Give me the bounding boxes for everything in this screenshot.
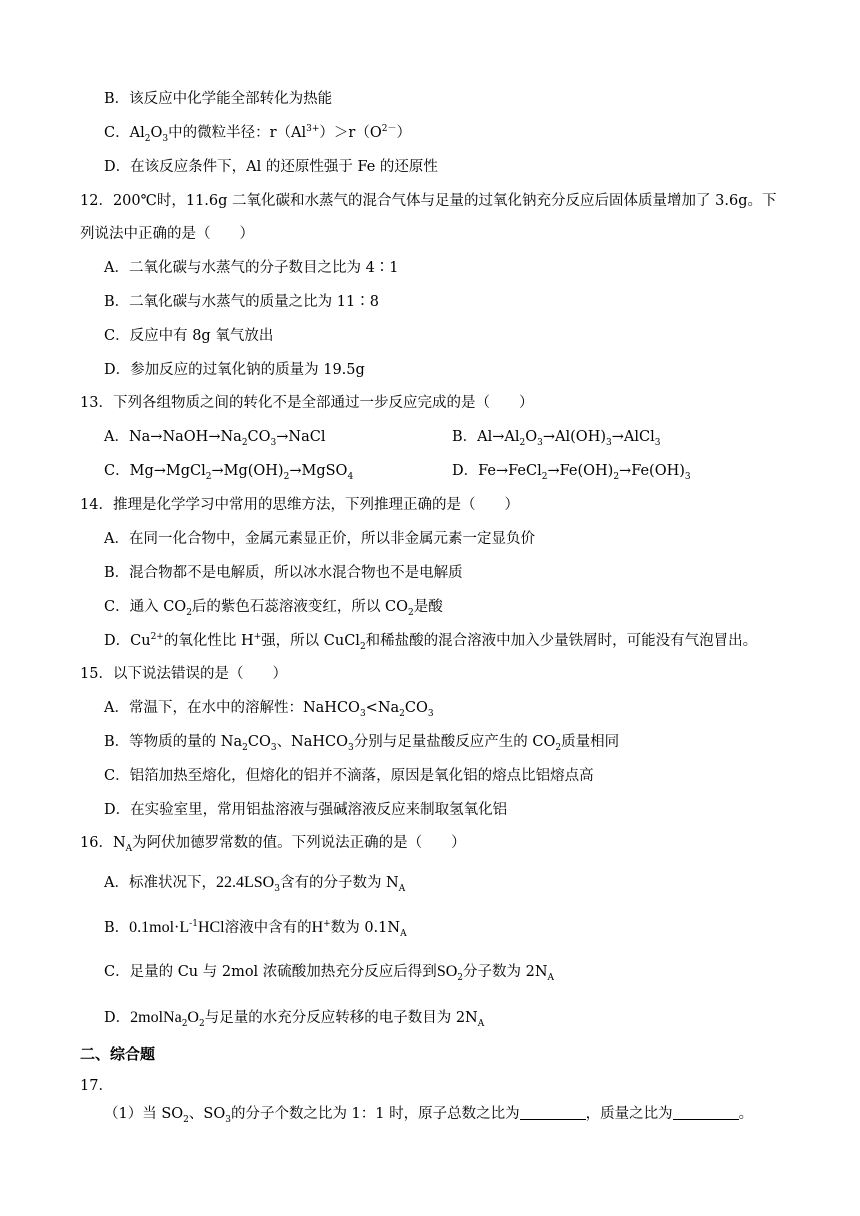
q15-option-d: D．在实验室里，常用铝盐溶液与强碱溶液反应来制取氢氧化铝: [104, 802, 508, 818]
q12-option-a: A．二氧化碳与水蒸气的分子数目之比为 4∶1: [104, 260, 399, 276]
q12-stem-line1: 12．200℃时，11.6g 二氧化碳和水蒸气的混合气体与足量的过氧化钠充分反应后固体质量增加了 3.6g。下: [80, 193, 777, 209]
q11-option-c: C．$Al_2O_3$中的微粒半径：$r(Al^{3+})>r(O^{2-})$: [104, 124, 411, 144]
section-title: 二、综合题: [80, 1045, 156, 1063]
q14-option-b: B．混合物都不是电解质，所以冰水混合物也不是电解质: [104, 565, 463, 581]
q15-option-b: B．等物质的量的 $Na_2CO_3$、NaHCO$_3$分别与足量盐酸反应产生的 $CO_2$质量相同: [104, 734, 620, 753]
q11-option-b: B．该反应中化学能全部转化为热能: [104, 91, 333, 107]
q12-option-b: B．二氧化碳与水蒸气的质量之比为 11∶8: [104, 294, 379, 310]
q14-option-c: C．通入 $CO_2$后的紫色石蕊溶液变红，所以 $CO_2$是酸: [104, 599, 443, 618]
q14-stem: 14．推理是化学学习中常用的思维方法，下列推理正确的是（ ）: [80, 497, 519, 513]
q13-option-a: A．$Na\to NaOH\to Na_2CO_3\to NaCl$: [104, 429, 326, 448]
q17-number: 17．: [80, 1078, 113, 1094]
q15-option-a: A．常温下，在水中的溶解性：$NaHCO_3<Na_2CO_3$: [104, 700, 434, 719]
answer-blank[interactable]: [520, 1105, 586, 1120]
q16-option-c: C．足量的 Cu 与 2mol 浓硫酸加热充分反应后得到$SO_2$分子数为 $2N_A$: [104, 963, 555, 983]
q16-stem: 16．$N_A$为阿伏加德罗常数的值。下列说法正确的是（ ）: [80, 835, 466, 854]
q17-subquestion-1: （1）当 $SO_2$、$SO_3$的分子个数之比为 1：1 时，原子总数之比为 ，质量之比为 。: [104, 1106, 754, 1125]
q14-option-a: A．在同一化合物中，金属元素显正价，所以非金属元素一定显负价: [104, 531, 535, 547]
q12-option-c: C．反应中有 8g 氧气放出: [104, 328, 274, 344]
q16-option-a: A．标准状况下，$22.4LSO_3$含有的分子数为 $N_A$: [104, 874, 406, 894]
answer-blank[interactable]: [673, 1105, 739, 1120]
q15-stem: 15．以下说法错误的是（ ）: [80, 666, 287, 682]
q16-option-b: B．$0.1mol\cdot L^{-1}HCl$溶液中含有的H+数为 $0.1N_A$: [104, 919, 407, 939]
q16-option-d: D．$2molNa_2O_2$与足量的水充分反应转移的电子数目为 $2N_A$: [104, 1009, 485, 1029]
q12-stem-line2: 列说法中正确的是（ ）: [80, 226, 254, 242]
q13-option-b: B．$Al\to Al_2O_3\to Al(OH)_3\to AlCl_3$: [452, 429, 661, 448]
q13-option-c: C．$Mg\to MgCl_2\to Mg(OH)_2\to MgSO_4$: [104, 463, 354, 482]
q11-option-d: D．在该反应条件下，Al 的还原性强于 Fe 的还原性: [104, 159, 438, 175]
q12-option-d: D．参加反应的过氧化钠的质量为 19.5g: [104, 362, 365, 378]
q15-option-c: C．铝箔加热至熔化，但熔化的铝并不滴落，原因是氧化铝的熔点比铝熔点高: [104, 768, 594, 784]
q13-option-d: D．$Fe\to FeCl_2\to Fe(OH)_2\to Fe(OH)_3$: [452, 463, 691, 482]
q13-stem: 13．下列各组物质之间的转化不是全部通过一步反应完成的是（ ）: [80, 395, 534, 411]
q14-option-d: D．$Cu^{2+}$的氧化性比 H+强，所以 CuCl$_2$和稀盐酸的混合溶液中加入少量铁屑时，可能没有气泡冒出。: [104, 632, 758, 652]
